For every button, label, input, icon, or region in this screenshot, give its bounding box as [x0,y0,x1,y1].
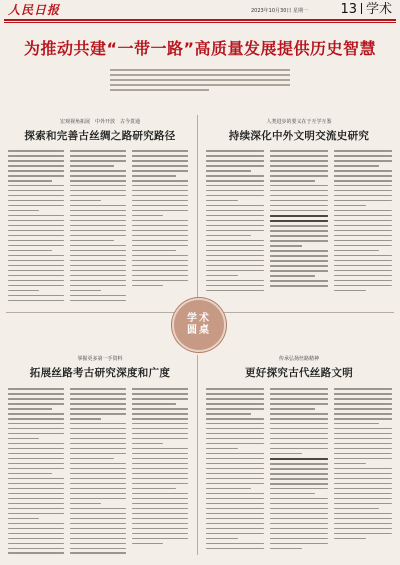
article-2-title: 持续深化中外文明交流史研究 [228,130,370,142]
article-1-title: 探索和完善古丝绸之路研究路径 [24,130,176,142]
page-number-separator [361,3,362,14]
article-3-column-2 [70,388,126,557]
article-1-column-3 [132,150,188,290]
article-4-column-2 [270,388,328,553]
page-headline: 为推动共建“一带一路”高质量发展提供历史智慧 [23,39,377,58]
article-3-column-1 [8,388,64,557]
article-2-column-1 [206,150,264,295]
article-2-column-3 [334,150,392,295]
issue-date: 2023年10月30日 星期一 [250,8,308,14]
newspaper-logo: 人民日报 [8,3,61,17]
column-divider-top [197,115,198,310]
page-number [340,2,392,18]
seal-line-2: 圆桌 [187,325,211,336]
intro-paragraph [110,69,290,99]
article-4-title: 更好探究古代丝路文明 [245,367,353,379]
masthead-rule-thin [4,22,396,23]
article-3-column-3 [132,388,188,548]
article-1-column-1 [8,150,64,305]
article-3-title: 拓展丝路考古研究深度和广度 [29,367,171,379]
masthead-rule [4,19,396,21]
article-2-column-2 [270,150,328,290]
seal-line-1: 学术 [187,313,211,324]
article-1-kicker: 宏观视角拓展 中外开放 古今贯通 [59,119,140,125]
column-divider-bottom [197,355,198,555]
masthead [4,2,396,18]
article-1-column-2 [70,150,126,305]
article-3-kicker: 掌握更多第一手资料 [77,356,123,362]
article-4-column-3 [334,388,392,543]
article-4-kicker: 传承弘扬丝路精神 [278,356,319,362]
article-2-kicker: 人类进步的要义在于互学互鉴 [266,119,332,125]
page-number-value: 13 [340,2,357,17]
article-4-column-1 [206,388,264,552]
section-name: 学术 [365,2,392,17]
academic-roundtable-seal [172,298,226,352]
